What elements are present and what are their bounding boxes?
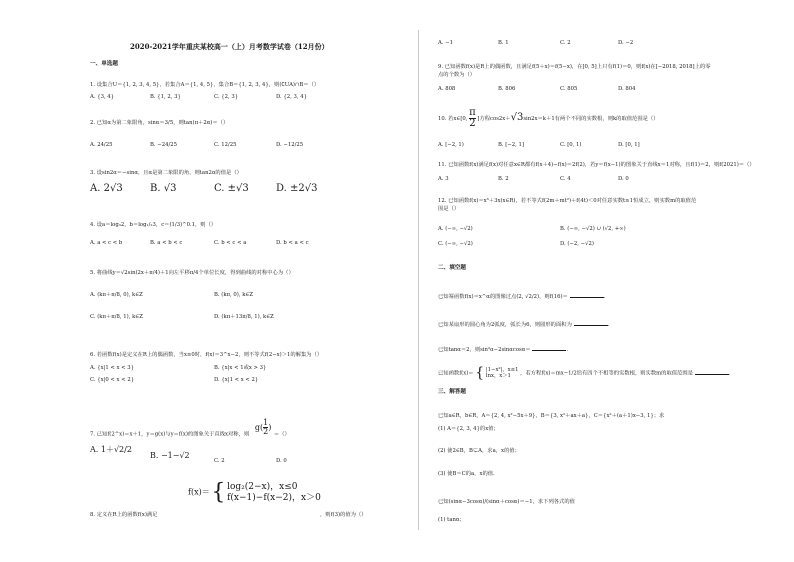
q6-option-a[interactable]: A. {x|1 < x < 3} xyxy=(90,365,135,371)
solve-question-2: 已知(sinα−3cosα)/(sinα＋cosα)＝−1，求下列各式的值 xyxy=(438,499,575,505)
q3-option-b[interactable]: B. √3 xyxy=(150,183,177,194)
q12-option-d[interactable]: D. (−2, −√2) xyxy=(560,241,594,247)
q10-prefix: 10. 若x∈[0, xyxy=(438,116,468,122)
fill-1-blank[interactable] xyxy=(570,293,604,298)
section-solve: 三、解答题 xyxy=(438,389,466,395)
q4-option-b[interactable]: B. a < b < c xyxy=(150,240,183,246)
q5-option-c[interactable]: C. (kπ＋π/8, 1), k∈Z xyxy=(90,314,143,320)
fill-question-4: 已知函数f(x)＝ { |1−x²|，x≤1 lnx，x＞1 ，若方程f(x)＝mx−1/2恰有四个不相等的实数根，则实数m的取值范围是 . xyxy=(438,365,731,381)
q7-tail: ＝（） xyxy=(273,431,290,438)
q5-option-a[interactable]: A. (kπ＋π/8, 0), k∈Z xyxy=(90,292,143,298)
question-5: 5. 将曲线y＝√2sin(2x＋π/4)＋1向左平移π/4个单位长度，得到曲线的对称中心为（） xyxy=(90,270,294,276)
fill-question-2: 已知某扇形的圆心角为2弧度，弧长为6，则圆形的面积为 . xyxy=(438,322,610,328)
fill-1-text: 已知幂函数f(x)＝x^α的图像过点(2, √2/2)，则f(16)＝ xyxy=(438,294,568,300)
q4-option-c[interactable]: C. b < c < a xyxy=(214,240,247,246)
q7-text: 7. 已知f(2^x)＝x＋1，y＝g(x)与y＝f(x)的图象关于直线x对称，则 xyxy=(90,431,250,438)
q5-option-d[interactable]: D. (kπ＋13π/8, 1), k∈Z xyxy=(214,314,274,320)
question-10 xyxy=(438,108,659,129)
q2-option-d[interactable]: D. −12/25 xyxy=(276,142,304,148)
question-9-cont: 点的个数为（） xyxy=(438,72,476,78)
question-7 xyxy=(90,418,290,442)
question-9: 9. 已知函数f(x)是R上的偶函数，且满足f(5＋x)＝f(5−x)，在[0, 5]上只有f(1)＝0，则f(x)在[−2018, 2018]上的零 xyxy=(438,64,711,70)
q4-option-a[interactable]: A. a < c < b xyxy=(90,240,123,246)
column-divider xyxy=(418,30,419,530)
q6-option-c[interactable]: C. {x|0 < x < 2} xyxy=(90,377,135,383)
q10-option-a[interactable]: A. [−2, 1) xyxy=(438,142,464,148)
q2-option-a[interactable]: A. 24/25 xyxy=(90,142,113,148)
question-12-cont: 围是（） xyxy=(438,206,460,212)
fill-2-blank[interactable] xyxy=(574,321,608,326)
fill-4-blank[interactable] xyxy=(695,370,729,375)
q3-option-d[interactable]: D. ±2√3 xyxy=(276,183,318,194)
q8-option-b[interactable]: B. 1 xyxy=(498,40,509,46)
q8-case-1: log₂(2−x)，x≤0 xyxy=(227,482,298,493)
q12-option-b[interactable]: B. (−∞, −√2) ∪ (√2, +∞) xyxy=(560,226,626,232)
q9-option-d[interactable]: D. 804 xyxy=(618,86,636,92)
q4-option-d[interactable]: D. b < a < c xyxy=(276,240,309,246)
q8-brace: { xyxy=(211,480,226,505)
q8-case-2: f(x−1)−f(x−2)，x＞0 xyxy=(227,493,321,503)
solve-1-part-1: (1) A＝{2, 3, 4}的x值； xyxy=(438,426,499,432)
solve-1-part-2: (2) 使2∈B，B⊊A，求a，x的值； xyxy=(438,448,520,454)
q11-option-a[interactable]: A. 3 xyxy=(438,176,449,182)
q8-cases xyxy=(227,482,321,504)
fill-4-prefix: 已知函数f(x)＝ xyxy=(438,370,474,377)
fill-question-3: 已知tanα＝2，则sin²α−2sinαcosα＝ . xyxy=(438,347,568,353)
q1-option-c[interactable]: C. {2, 3} xyxy=(214,94,239,100)
section-fill-in: 二、填空题 xyxy=(438,265,466,271)
q12-option-a[interactable]: A. (−∞, −√2) xyxy=(438,226,473,232)
q11-option-c[interactable]: C. 4 xyxy=(560,176,571,182)
q11-option-b[interactable]: B. 2 xyxy=(498,176,509,182)
solve-2-part-1: (1) tanα； xyxy=(438,517,465,523)
q5-option-b[interactable]: B. (kπ, 0), k∈Z xyxy=(214,292,253,298)
q11-option-d[interactable]: D. 0 xyxy=(618,176,629,182)
left-column xyxy=(88,0,398,562)
q10-option-b[interactable]: B. [−2, 1] xyxy=(498,142,524,148)
q1-option-b[interactable]: B. {1, 2, 3} xyxy=(150,94,181,100)
question-11: 11. 已知函数f(x)满足f(x)对任意x∈R都有f(x＋4)−f(x)＝2f(2)，若y＝f(x−1)的图象关于直线x＝1对称，且f(1)＝2，则f(2021)＝（） xyxy=(438,162,755,168)
q8-option-c[interactable]: C. 2 xyxy=(560,40,571,46)
q7-option-c[interactable]: C. 2 xyxy=(214,458,225,464)
q7-option-d[interactable]: D. 0 xyxy=(276,458,287,464)
fill-4-case-2: lnx，x＞1 xyxy=(485,373,511,379)
q8-option-a[interactable]: A. −1 xyxy=(438,40,454,46)
fill-3-blank[interactable] xyxy=(532,346,566,351)
q3-option-c[interactable]: C. ±√3 xyxy=(214,183,249,194)
q7-arg-den: 2 xyxy=(263,427,269,436)
q9-option-a[interactable]: A. 808 xyxy=(438,86,456,92)
section-single-choice: 一、单选题 xyxy=(90,61,118,67)
question-3: 3. 设sin2α＝−sinα，且α是第二象限的角，则tan2α的值是（） xyxy=(90,170,242,176)
question-6: 6. 若函数f(x)是定义在R上的偶函数，当x≥0时，f(x)＝3^x−2，则不等式f(2−x)＞1的解集为（） xyxy=(90,352,323,358)
q2-option-c[interactable]: C. 12/25 xyxy=(214,142,237,148)
fill-4-cases xyxy=(486,367,519,380)
q6-option-d[interactable]: D. {x|1 < x < 2} xyxy=(214,377,259,383)
fill-4-tail: ，若方程f(x)＝mx−1/2恰有四个不相等的实数根，则实数m的取值范围是 xyxy=(520,370,693,377)
q7-option-b[interactable]: B. −1−√2 xyxy=(150,451,190,460)
q10-fraction xyxy=(469,108,476,129)
q10-mid: ]方程cos2x＋ xyxy=(477,116,511,122)
q10-pi: π xyxy=(469,107,476,118)
question-12: 12. 已知函数f(x)＝x³＋3x(x∈R)，若不等式f(2m＋mt²)＋f(4t)＜0对任意实数t≥1恒成立，则实数m的取值范 xyxy=(438,198,697,204)
right-column xyxy=(436,0,774,562)
q3-option-a[interactable]: A. 2√3 xyxy=(90,183,123,194)
q9-option-c[interactable]: C. 805 xyxy=(560,86,578,92)
q1-option-a[interactable]: A. {3, 4} xyxy=(90,94,115,100)
q9-option-b[interactable]: B. 806 xyxy=(498,86,516,92)
q10-option-d[interactable]: D. [0, 1] xyxy=(618,142,640,148)
q7-g-label: g xyxy=(254,422,261,432)
q10-option-c[interactable]: C. [0, 1) xyxy=(560,142,582,148)
q8-fx: f(x)＝ xyxy=(188,487,210,497)
q10-two: 2 xyxy=(469,118,476,129)
q10-tail: sin2x＝k＋1有两个不同的实数根，则k的取值范围是（） xyxy=(523,116,659,122)
q10-sqrt3: √3 xyxy=(510,112,524,123)
q1-option-d[interactable]: D. {2, 3, 4} xyxy=(276,94,308,100)
q8-piecewise xyxy=(188,482,321,504)
q8-tail: ，则f(3)的值为（） xyxy=(320,512,367,518)
fill-2-text: 已知某扇形的圆心角为2弧度，弧长为6，则圆形的面积为 xyxy=(438,322,572,328)
fill-3-text: 已知tanα＝2，则sin²α−2sinαcosα＝ xyxy=(438,347,531,353)
q7-g-expression: g( $\frac{1}{2}$ ) xyxy=(254,418,272,436)
question-8: 8. 定义在R上的函数f(x)满足 xyxy=(90,512,158,518)
fill-4-case-1: |1−x²|，x≤1 xyxy=(485,366,519,373)
question-1: 1. 设集合U＝{1, 2, 3, 4, 5}，若集合A＝{1, 4, 5}，集合B＝{1, 2, 3, 4}，则(∁UA)∩B＝（） xyxy=(90,82,320,88)
q2-option-b[interactable]: B. −24/25 xyxy=(150,142,177,148)
q7-option-a[interactable]: A. 1＋√2/2 xyxy=(90,445,132,454)
fill-4-brace: { xyxy=(475,365,485,381)
q8-option-d[interactable]: D. −2 xyxy=(618,40,634,46)
solve-question-1: 已知a∈R，b∈R，A＝{2, 4, x²−5x＋9}，B＝{3, x²＋ax＋a}，C＝{x²＋(a＋1)x−3, 1}；求 xyxy=(438,413,665,419)
exam-title: 2020-2021学年重庆某校高一（上）月考数学试卷（12月份） xyxy=(130,42,329,51)
fill-question-1: 已知幂函数f(x)＝x^α的图像过点(2, √2/2)，则f(16)＝ . xyxy=(438,294,606,300)
q7-arg-num: 1 xyxy=(263,418,269,427)
q6-option-b[interactable]: B. {x|x < 1或x > 3} xyxy=(214,365,267,371)
question-4: 4. 设a＝log₃2，b＝log₁/₂3，c＝(1/3)^0.1，则（） xyxy=(90,222,217,228)
q12-option-c[interactable]: C. (−∞, −√2) xyxy=(438,241,473,247)
question-2: 2. 已知α为第二象限角，sinα＝3/5，则tan(π＋2α)＝（） xyxy=(90,120,229,126)
solve-1-part-3: (3) 使B＝C的a，x的值. xyxy=(438,471,495,477)
